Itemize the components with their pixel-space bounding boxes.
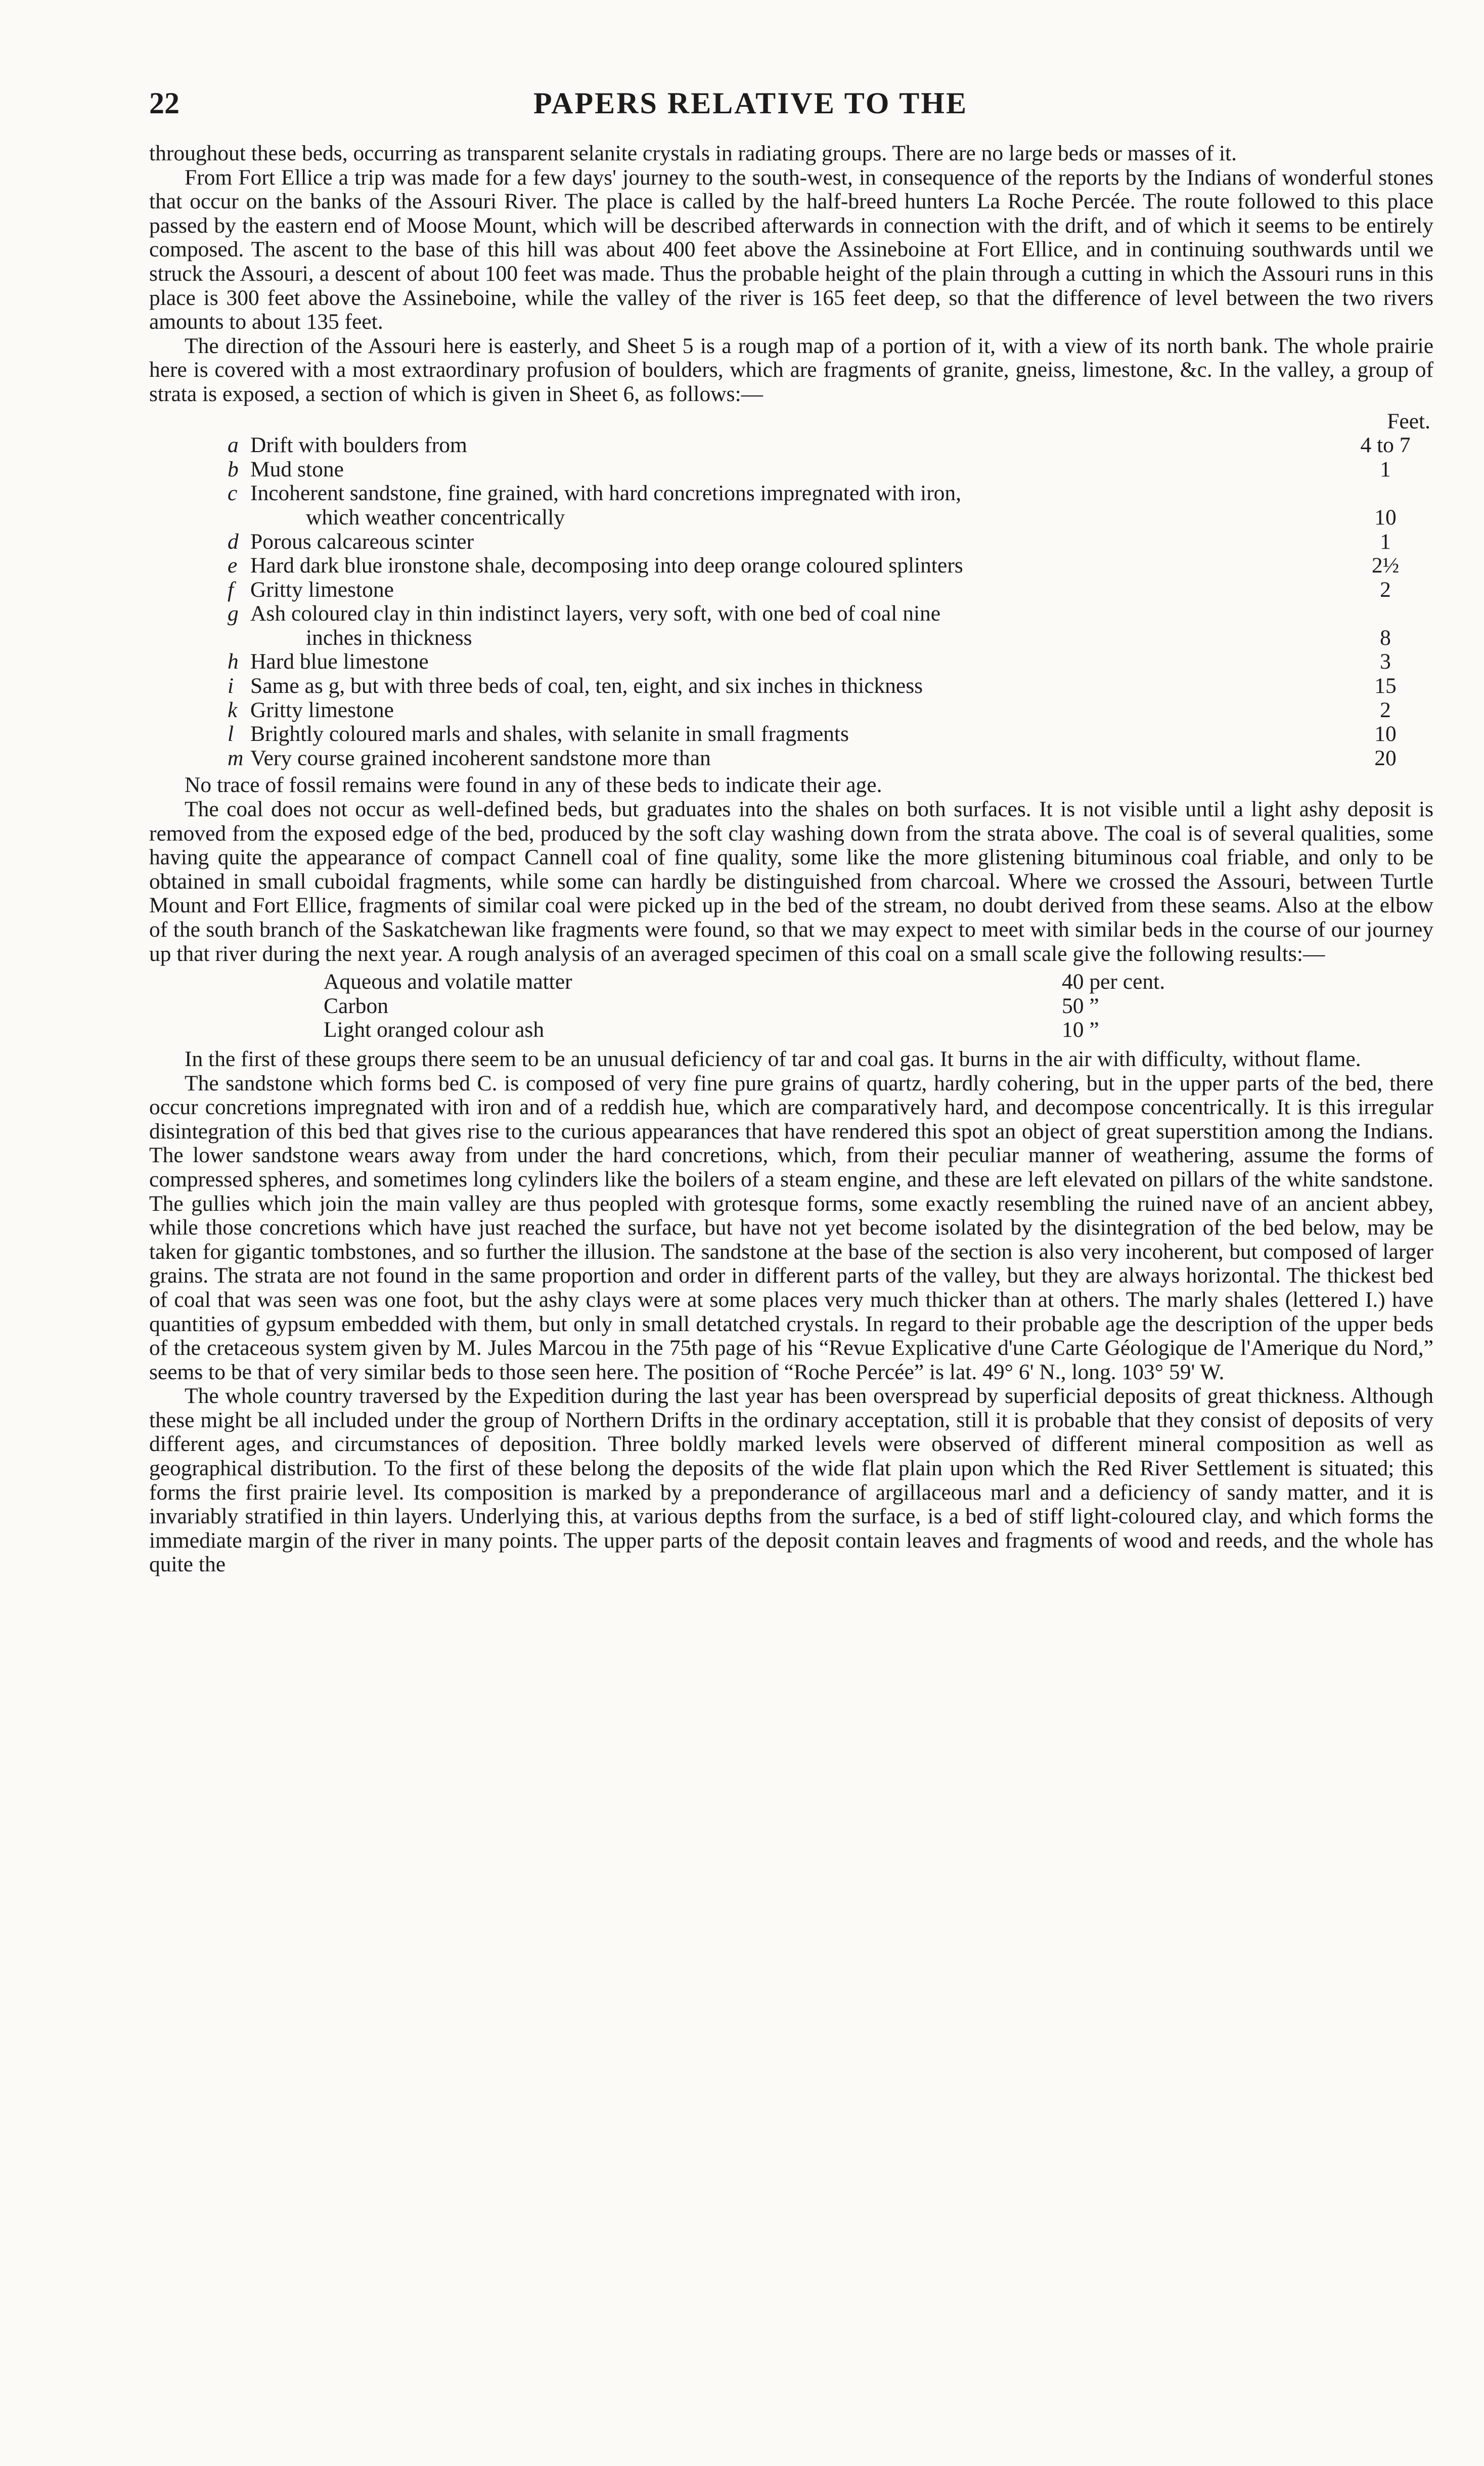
strata-row [149, 530, 1433, 554]
strata-row [149, 602, 1433, 650]
strata-description: Drift with boulders from [250, 433, 467, 458]
strata-thickness: 3 [1380, 649, 1391, 674]
strata-description: Ash coloured clay in thin indistinct layers, very soft, with one bed of coal nine [250, 601, 941, 626]
strata-description-block [250, 481, 1312, 530]
strata-letter: l [228, 722, 234, 746]
strata-description-block [250, 674, 1312, 698]
strata-description-block [250, 602, 1312, 650]
strata-letter: f [228, 577, 234, 602]
strata-thickness: 15 [1374, 674, 1397, 698]
strata-description-block [250, 698, 1312, 723]
strata-description: Hard blue limestone [250, 649, 429, 674]
strata-description: Porous calcareous scinter [250, 529, 474, 554]
analysis-component: Light oranged colour ash [324, 1018, 545, 1042]
strata-row [149, 698, 1433, 723]
strata-description: Mud stone [250, 457, 344, 481]
analysis-value: 50 ” [1062, 993, 1099, 1018]
strata-row [149, 674, 1433, 698]
strata-row [149, 433, 1433, 458]
page-header [149, 86, 1433, 142]
strata-thickness: 2½ [1371, 553, 1400, 578]
paragraph-no-fossils: No trace of fossil remains were found in any of these beds to indicate their age. [185, 773, 882, 798]
strata-description-block [250, 650, 1312, 674]
paragraph-sandstone-bed: The sandstone which forms bed C. is composed of very fine pure grains of quartz, hardly cohering, but in the upper parts of the bed, there occur concretions impregnated with iron and of a reddish hue, which are comparatively hard, and decompose concentrically. It is this irregular disintegration of this bed that gives rise to the curious appearances that have rendered this spot an object of great superstition among the Indians. The lower sandstone wears away from under the hard concretions, which, from their peculiar manner of weathering, assume the forms of compressed spheres, and sometimes long cylinders like the boilers of a steam engine, and these are left elevated on pillars of the white sandstone. The gullies which join the main valley are thus peopled with grotesque forms, some exactly resembling the ruined nave of an ancient abbey, while those concretions which have just reached the surface, but have not yet become isolated by the disintegration of the bed below, may be taken for gigantic tombstones, and so further the illusion. The sandstone at the base of the section is also very incoherent, but composed of larger grains. The strata are not found in the same proportion and order in different parts of the valley, but they are always horizontal. The thickest bed of coal that was seen was one foot, but the ashy clays were at some places very much thicker than at others. The marly shales (lettered I.) have quantities of gypsum embedded with them, but only in small detatched crystals. In regard to their probable age the description of the upper beds of the cretaceous system given by M. Jules Marcou in the 75th page of his “Revue Explicative d'une Carte Géologique de l'Amerique du Nord,” seems to be that of very similar beds to those seen here. The position of “Roche Percée” is lat. 49° 6' N., long. 103° 59' W. [149, 1071, 1433, 1384]
analysis-component: Carbon [324, 993, 389, 1018]
strata-thickness: 1 [1380, 529, 1391, 554]
strata-description-continued: which weather concentrically [306, 505, 565, 530]
page-number: 22 [149, 86, 179, 120]
strata-letter: k [228, 697, 238, 722]
paragraph-tar-deficiency: In the first of these groups there seem to be an unusual deficiency of tar and coal gas. It burns in the air with difficulty, without flame. [185, 1046, 1361, 1071]
strata-letter: b [228, 457, 239, 481]
strata-row [149, 458, 1433, 482]
analysis-row [149, 1018, 1433, 1042]
strata-letter: g [228, 601, 239, 626]
paragraph-fort-ellice-trip: From Fort Ellice a trip was made for a few days' journey to the south-west, in consequence of the reports by the Indians of wonderful stones that occur on the banks of the Assouri River. The place is called by the half-breed hunters La Roche Percée. The route followed to this place passed by the eastern end of Moose Mount, which will be described afterwards in connection with the drift, and of which it seems to be entirely composed. The ascent to the base of this hill was about 400 feet above the Assineboine at Fort Ellice, and in continuing southwards until we struck the Assouri, a descent of about 100 feet was made. Thus the probable height of the plain through a cutting in which the Assouri runs in this place is 300 feet above the Assineboine, while the valley of the river is 165 feet deep, so that the difference of level between the two rivers amounts to about 135 feet. [149, 165, 1433, 334]
strata-description-block [250, 578, 1312, 602]
paragraph-assouri-direction: The direction of the Assouri here is easterly, and Sheet 5 is a rough map of a portion of it, with a view of its north bank. The whole prairie here is covered with a most extraordinary profusion of boulders, which are fragments of granite, gneiss, limestone, &c. In the valley, a group of strata is exposed, a section of which is given in Sheet 6, as follows:— [149, 333, 1433, 406]
strata-unit-header: Feet. [1387, 409, 1430, 433]
strata-letter: a [228, 433, 239, 458]
strata-description: Incoherent sandstone, fine grained, with hard concretions impregnated with iron, [250, 481, 962, 506]
strata-row [149, 481, 1433, 530]
strata-description-block [250, 458, 1312, 482]
strata-thickness: 20 [1374, 745, 1397, 770]
strata-thickness: 8 [1380, 625, 1391, 650]
strata-description: Hard dark blue ironstone shale, decomposing into deep orange coloured splinters [250, 553, 963, 578]
strata-thickness: 2 [1380, 697, 1391, 722]
strata-letter: m [228, 745, 244, 770]
strata-thickness: 4 to 7 [1360, 433, 1411, 458]
page [149, 86, 1433, 1577]
paragraph-continuation: throughout these beds, occurring as transparent selanite crystals in radiating groups. There are no large beds or masses of it. [149, 141, 1237, 165]
analysis-row [149, 994, 1433, 1019]
strata-row [149, 722, 1433, 746]
strata-description-block [250, 554, 1312, 578]
strata-thickness: 10 [1374, 722, 1397, 746]
analysis-value: 10 ” [1062, 1018, 1099, 1042]
paragraph-coal-description: The coal does not occur as well-defined beds, but graduates into the shales on both surfaces. It is not visible until a light ashy deposit is removed from the exposed edge of the bed, produced by the soft clay washing down from the strata above. The coal is of several qualities, some having quite the appearance of compact Cannell coal of fine quality, some like the more glistening bituminous coal friable, and only to be obtained in small cuboidal fragments, while some can hardly be distinguished from charcoal. Where we crossed the Assouri, between Turtle Mount and Fort Ellice, fragments of similar coal were picked up in the bed of the stream, no doubt derived from these seams. Also at the elbow of the south branch of the Saskatchewan like fragments were found, so that we may expect to meet with similar beds in the course of our journey up that river during the next year. A rough analysis of an averaged specimen of this coal on a small scale give the following results:— [149, 797, 1433, 966]
running-title: PAPERS RELATIVE TO THE [533, 86, 968, 120]
strata-letter: h [228, 649, 239, 674]
strata-letter: e [228, 553, 238, 578]
strata-thickness: 1 [1380, 457, 1391, 481]
strata-section-list [149, 410, 1433, 771]
strata-row [149, 554, 1433, 578]
strata-description: Very course grained incoherent sandstone more than [250, 745, 711, 770]
strata-row [149, 578, 1433, 602]
strata-row [149, 650, 1433, 674]
strata-description: Gritty limestone [250, 697, 394, 722]
strata-description: Brightly coloured marls and shales, with selanite in small fragments [250, 722, 849, 746]
strata-letter: c [228, 481, 238, 506]
strata-description: Gritty limestone [250, 577, 394, 602]
paragraph-superficial-deposits: The whole country traversed by the Expedition during the last year has been overspread by superficial deposits of great thickness. Although these might be all included under the group of Northern Drifts in the ordinary acceptation, still it is probable that they consist of deposits of very different ages, and circumstances of deposition. Three boldly marked levels were observed of different mineral composition as well as geographical distribution. To the first of these belong the deposits of the wide flat plain upon which the Red River Settlement is situated; this forms the first prairie level. Its composition is marked by a preponderance of argillaceous marl and a deficiency of sandy matter, and it is invariably stratified in thin layers. Underlying this, at various depths from the surface, is a bed of stiff light-coloured clay, and which forms the immediate margin of the river in many points. The upper parts of the deposit contain leaves and fragments of wood and reeds, and the whole has quite the [149, 1384, 1433, 1577]
strata-thickness: 2 [1380, 577, 1391, 602]
strata-description: Same as g, but with three beds of coal, ten, eight, and six inches in thickness [250, 674, 923, 698]
strata-row [149, 746, 1433, 771]
strata-description-block [250, 433, 1312, 458]
analysis-component: Aqueous and volatile matter [324, 970, 572, 994]
strata-letter: d [228, 529, 239, 554]
strata-description-block [250, 530, 1312, 554]
analysis-value: 40 per cent. [1062, 970, 1165, 994]
strata-thickness: 10 [1374, 505, 1397, 530]
coal-analysis-table [149, 970, 1433, 1042]
analysis-row [149, 970, 1433, 994]
strata-description-block [250, 746, 1312, 771]
strata-description-continued: inches in thickness [306, 625, 472, 650]
strata-letter: i [228, 674, 234, 698]
strata-description-block [250, 722, 1312, 746]
